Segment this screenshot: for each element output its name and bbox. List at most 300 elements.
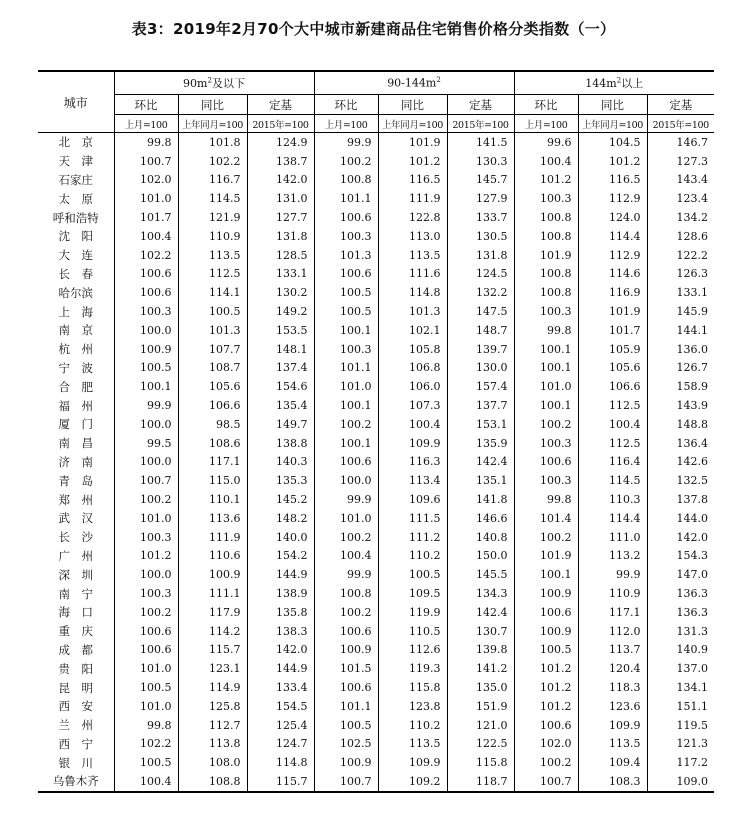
index-value: 100.5 [114,678,178,697]
index-value: 112.5 [578,396,647,415]
index-value: 110.6 [178,547,247,566]
index-value: 100.1 [514,359,578,378]
table-row [38,584,714,603]
index-value: 146.7 [647,133,714,152]
index-value: 142.4 [447,603,514,622]
index-value: 116.9 [578,283,647,302]
index-value: 113.2 [578,547,647,566]
city-name: 杭 州 [58,342,93,357]
city-name: 沈 阳 [58,229,93,244]
table-row [38,302,714,321]
index-value: 149.2 [247,302,314,321]
index-value: 116.5 [578,171,647,190]
city-name: 合 肥 [58,379,93,394]
index-value: 131.8 [247,227,314,246]
index-value: 133.1 [247,265,314,284]
index-value: 105.6 [578,359,647,378]
index-value: 135.4 [247,396,314,415]
index-value: 132.5 [647,471,714,490]
index-value: 135.1 [447,471,514,490]
index-value: 140.0 [247,528,314,547]
table-row [38,189,714,208]
index-value: 126.7 [647,359,714,378]
index-value: 102.2 [114,735,178,754]
index-value: 109.9 [378,434,447,453]
index-value: 108.6 [178,434,247,453]
index-value: 100.1 [514,396,578,415]
index-value: 154.5 [247,697,314,716]
index-value: 113.5 [378,735,447,754]
table-row [38,434,714,453]
city-name: 兰 州 [58,718,93,733]
index-value: 100.7 [514,772,578,792]
index-value: 142.0 [247,171,314,190]
index-value: 111.9 [178,528,247,547]
index-value: 124.5 [447,265,514,284]
city-name: 长 春 [58,266,93,281]
city-name: 南 京 [58,323,93,338]
index-value: 102.1 [378,321,447,340]
index-value: 99.5 [114,434,178,453]
index-value: 148.7 [447,321,514,340]
index-value: 123.8 [378,697,447,716]
index-value: 138.9 [247,584,314,603]
index-value: 101.2 [514,697,578,716]
index-value: 100.6 [314,453,378,472]
index-value: 115.7 [247,772,314,792]
index-value: 114.1 [178,283,247,302]
index-value: 130.0 [447,359,514,378]
index-value: 113.6 [178,509,247,528]
index-value: 123.4 [647,189,714,208]
index-value: 112.5 [178,265,247,284]
index-value: 101.7 [114,208,178,227]
city-name: 西 宁 [58,736,93,751]
city-name: 重 庆 [58,624,93,639]
index-value: 146.6 [447,509,514,528]
index-value: 116.3 [378,453,447,472]
index-value: 100.3 [514,434,578,453]
city-name: 宁 波 [58,360,93,375]
index-value: 110.2 [378,547,447,566]
index-value: 102.5 [314,735,378,754]
index-value: 109.2 [378,772,447,792]
index-value: 109.4 [578,753,647,772]
index-value: 105.9 [578,340,647,359]
index-value: 145.7 [447,171,514,190]
index-value: 118.3 [578,678,647,697]
index-value: 100.7 [314,772,378,792]
table-row [38,565,714,584]
index-value: 100.0 [114,565,178,584]
index-value: 154.3 [647,547,714,566]
index-value: 100.8 [514,208,578,227]
group-large-fixed-base-header: 定基 [647,95,714,115]
index-value: 138.8 [247,434,314,453]
index-value: 109.6 [378,490,447,509]
index-value: 100.6 [514,603,578,622]
index-value: 100.6 [514,716,578,735]
index-value: 100.5 [514,641,578,660]
index-value: 142.4 [447,453,514,472]
index-value: 114.4 [578,509,647,528]
index-value: 100.2 [314,528,378,547]
index-value: 137.7 [447,396,514,415]
index-value: 113.5 [178,246,247,265]
table-row [38,678,714,697]
index-value: 141.2 [447,659,514,678]
index-value: 145.5 [447,565,514,584]
index-value: 130.2 [247,283,314,302]
index-value: 148.1 [247,340,314,359]
city-name: 贵 阳 [58,661,93,676]
index-value: 100.6 [314,208,378,227]
index-value: 133.4 [247,678,314,697]
index-value: 100.1 [314,434,378,453]
index-value: 100.9 [314,753,378,772]
index-value: 100.3 [514,471,578,490]
table-row [38,283,714,302]
price-index-table [38,70,714,793]
index-value: 154.2 [247,547,314,566]
city-name: 天 津 [58,154,93,169]
table-row [38,509,714,528]
index-value: 99.9 [314,490,378,509]
index-value: 114.8 [247,753,314,772]
index-value: 114.8 [378,283,447,302]
group-small-yoy-header: 同比 [178,95,247,115]
index-value: 100.5 [314,716,378,735]
index-value: 100.6 [314,622,378,641]
index-value: 113.5 [578,735,647,754]
index-value: 115.8 [378,678,447,697]
index-value: 102.2 [178,152,247,171]
index-value: 101.1 [314,189,378,208]
index-value: 115.8 [447,753,514,772]
group-small-yoy-base: 上年同月=100 [178,115,247,133]
index-value: 100.4 [114,227,178,246]
index-value: 153.5 [247,321,314,340]
index-value: 112.5 [578,434,647,453]
table-row [38,716,714,735]
index-value: 100.8 [514,283,578,302]
city-name: 郑 州 [58,492,93,507]
table-row [38,265,714,284]
city-name: 青 岛 [58,473,93,488]
index-value: 100.6 [114,265,178,284]
index-value: 110.2 [378,716,447,735]
table-row [38,340,714,359]
city-name: 大 连 [58,248,93,263]
group-small-header [114,71,314,95]
index-value: 143.4 [647,171,714,190]
group-large-yoy-base: 上年同月=100 [578,115,647,133]
group-medium-yoy-header: 同比 [378,95,447,115]
index-value: 100.2 [514,415,578,434]
group-label: 90-144m [387,76,437,90]
index-value: 135.3 [247,471,314,490]
index-value: 127.3 [647,152,714,171]
index-value: 99.9 [314,565,378,584]
city-name: 海 口 [58,605,93,620]
index-value: 123.6 [578,697,647,716]
index-value: 100.9 [314,641,378,660]
index-value: 100.5 [178,302,247,321]
index-value: 140.8 [447,528,514,547]
table-row [38,246,714,265]
city-name: 太 原 [58,191,93,206]
index-value: 100.9 [114,340,178,359]
index-value: 100.2 [514,528,578,547]
table-row [38,735,714,754]
index-value: 100.6 [314,265,378,284]
index-value: 135.0 [447,678,514,697]
table-row [38,603,714,622]
index-value: 100.0 [114,453,178,472]
index-value: 133.7 [447,208,514,227]
group-medium-mom-header: 环比 [314,95,378,115]
index-value: 100.6 [114,641,178,660]
index-value: 116.5 [378,171,447,190]
index-value: 101.2 [114,547,178,566]
index-value: 140.9 [647,641,714,660]
index-value: 131.8 [447,246,514,265]
index-value: 113.5 [378,246,447,265]
index-value: 148.2 [247,509,314,528]
index-value: 119.9 [378,603,447,622]
index-value: 100.4 [314,547,378,566]
city-name: 广 州 [58,548,93,563]
index-value: 108.3 [578,772,647,792]
index-value: 108.7 [178,359,247,378]
group-label: 90m [183,77,208,90]
index-value: 133.1 [647,283,714,302]
index-value: 100.8 [514,227,578,246]
index-value: 101.2 [578,152,647,171]
index-value: 130.5 [447,227,514,246]
index-value: 100.8 [314,171,378,190]
index-value: 101.3 [178,321,247,340]
index-value: 100.3 [114,302,178,321]
city-column-header: 城市 [38,71,114,133]
city-name: 哈尔滨 [58,285,93,300]
city-name: 厦 门 [58,417,93,432]
index-value: 100.8 [514,265,578,284]
index-value: 100.1 [314,396,378,415]
index-value: 100.2 [114,603,178,622]
index-value: 126.3 [647,265,714,284]
index-value: 116.7 [178,171,247,190]
index-value: 137.4 [247,359,314,378]
index-value: 101.9 [578,302,647,321]
city-name: 济 南 [58,454,93,469]
table-row [38,471,714,490]
group-unit-superscript: 2 [207,76,212,85]
index-value: 108.8 [178,772,247,792]
group-large-mom-base: 上月=100 [514,115,578,133]
index-value: 100.3 [314,340,378,359]
index-value: 136.3 [647,603,714,622]
index-value: 99.8 [514,321,578,340]
index-value: 99.6 [514,133,578,152]
index-value: 114.9 [178,678,247,697]
index-value: 101.3 [314,246,378,265]
index-value: 100.6 [314,678,378,697]
table-row [38,622,714,641]
index-value: 100.3 [514,189,578,208]
index-value: 100.2 [314,152,378,171]
index-value: 141.5 [447,133,514,152]
index-value: 101.0 [314,509,378,528]
index-value: 109.9 [378,753,447,772]
index-value: 101.2 [514,659,578,678]
group-medium-fixed-base-base: 2015年=100 [447,115,514,133]
index-value: 139.7 [447,340,514,359]
index-value: 113.7 [578,641,647,660]
index-value: 101.8 [178,133,247,152]
index-value: 100.7 [114,471,178,490]
index-value: 99.8 [114,133,178,152]
index-value: 135.9 [447,434,514,453]
index-value: 101.4 [514,509,578,528]
table-row [38,321,714,340]
index-value: 109.5 [378,584,447,603]
index-value: 124.9 [247,133,314,152]
table-row [38,152,714,171]
index-value: 144.1 [647,321,714,340]
index-value: 111.9 [378,189,447,208]
index-value: 100.1 [514,340,578,359]
city-name: 西 安 [58,699,93,714]
index-value: 106.0 [378,377,447,396]
index-value: 117.1 [578,603,647,622]
index-value: 101.1 [314,359,378,378]
city-name: 呼和浩特 [52,210,99,225]
index-value: 101.2 [378,152,447,171]
index-value: 112.9 [578,246,647,265]
index-value: 100.6 [114,283,178,302]
index-value: 128.6 [647,227,714,246]
index-value: 128.5 [247,246,314,265]
city-name: 长 沙 [58,530,93,545]
index-value: 120.4 [578,659,647,678]
table-row [38,227,714,246]
index-value: 130.7 [447,622,514,641]
index-value: 113.0 [378,227,447,246]
table-row [38,171,714,190]
city-name: 南 昌 [58,436,93,451]
index-value: 115.7 [178,641,247,660]
group-small-fixed-base-header: 定基 [247,95,314,115]
index-value: 111.0 [578,528,647,547]
table-row [38,415,714,434]
index-value: 105.6 [178,377,247,396]
index-value: 100.9 [514,622,578,641]
group-medium-yoy-base: 上年同月=100 [378,115,447,133]
index-value: 100.5 [314,283,378,302]
index-value: 100.3 [314,227,378,246]
index-value: 114.2 [178,622,247,641]
index-value: 116.4 [578,453,647,472]
index-value: 125.4 [247,716,314,735]
table-row [38,453,714,472]
index-value: 100.3 [114,528,178,547]
index-value: 101.0 [114,509,178,528]
group-unit-superscript: 2 [616,76,622,85]
index-value: 101.0 [114,189,178,208]
index-value: 136.0 [647,340,714,359]
index-value: 102.0 [114,171,178,190]
index-value: 101.9 [514,547,578,566]
index-value: 100.7 [114,152,178,171]
index-value: 131.0 [247,189,314,208]
index-value: 153.1 [447,415,514,434]
table-row [38,659,714,678]
index-value: 101.2 [514,171,578,190]
index-value: 142.0 [247,641,314,660]
index-value: 144.0 [647,509,714,528]
group-label-suffix: 以上 [621,77,644,90]
index-value: 102.0 [514,735,578,754]
index-value: 107.3 [378,396,447,415]
index-value: 137.0 [647,659,714,678]
index-value: 101.9 [378,133,447,152]
index-value: 145.2 [247,490,314,509]
index-value: 147.0 [647,565,714,584]
index-value: 134.1 [647,678,714,697]
index-value: 148.8 [647,415,714,434]
index-value: 101.7 [578,321,647,340]
index-value: 142.6 [647,453,714,472]
index-value: 154.6 [247,377,314,396]
city-name: 深 圳 [58,567,93,582]
index-value: 115.0 [178,471,247,490]
index-value: 142.0 [647,528,714,547]
index-value: 112.9 [578,189,647,208]
index-value: 105.8 [378,340,447,359]
index-value: 100.9 [514,584,578,603]
index-value: 140.3 [247,453,314,472]
table-row [38,753,714,772]
index-value: 100.4 [114,772,178,792]
index-value: 100.1 [514,565,578,584]
index-value: 100.4 [514,152,578,171]
index-value: 132.2 [447,283,514,302]
index-value: 111.6 [378,265,447,284]
index-value: 134.3 [447,584,514,603]
index-value: 101.0 [314,377,378,396]
index-value: 131.3 [647,622,714,641]
index-value: 149.7 [247,415,314,434]
index-value: 112.0 [578,622,647,641]
index-value: 110.1 [178,490,247,509]
table-row [38,641,714,660]
index-value: 111.1 [178,584,247,603]
group-small-fixed-base-base: 2015年=100 [247,115,314,133]
index-value: 108.0 [178,753,247,772]
index-value: 150.0 [447,547,514,566]
city-name: 武 汉 [58,511,93,526]
index-value: 100.5 [114,359,178,378]
index-value: 113.4 [378,471,447,490]
index-value: 107.7 [178,340,247,359]
city-name: 昆 明 [58,680,93,695]
group-small-mom-header: 环比 [114,95,178,115]
index-value: 139.8 [447,641,514,660]
index-value: 110.5 [378,622,447,641]
index-value: 134.2 [647,208,714,227]
index-value: 99.9 [314,133,378,152]
